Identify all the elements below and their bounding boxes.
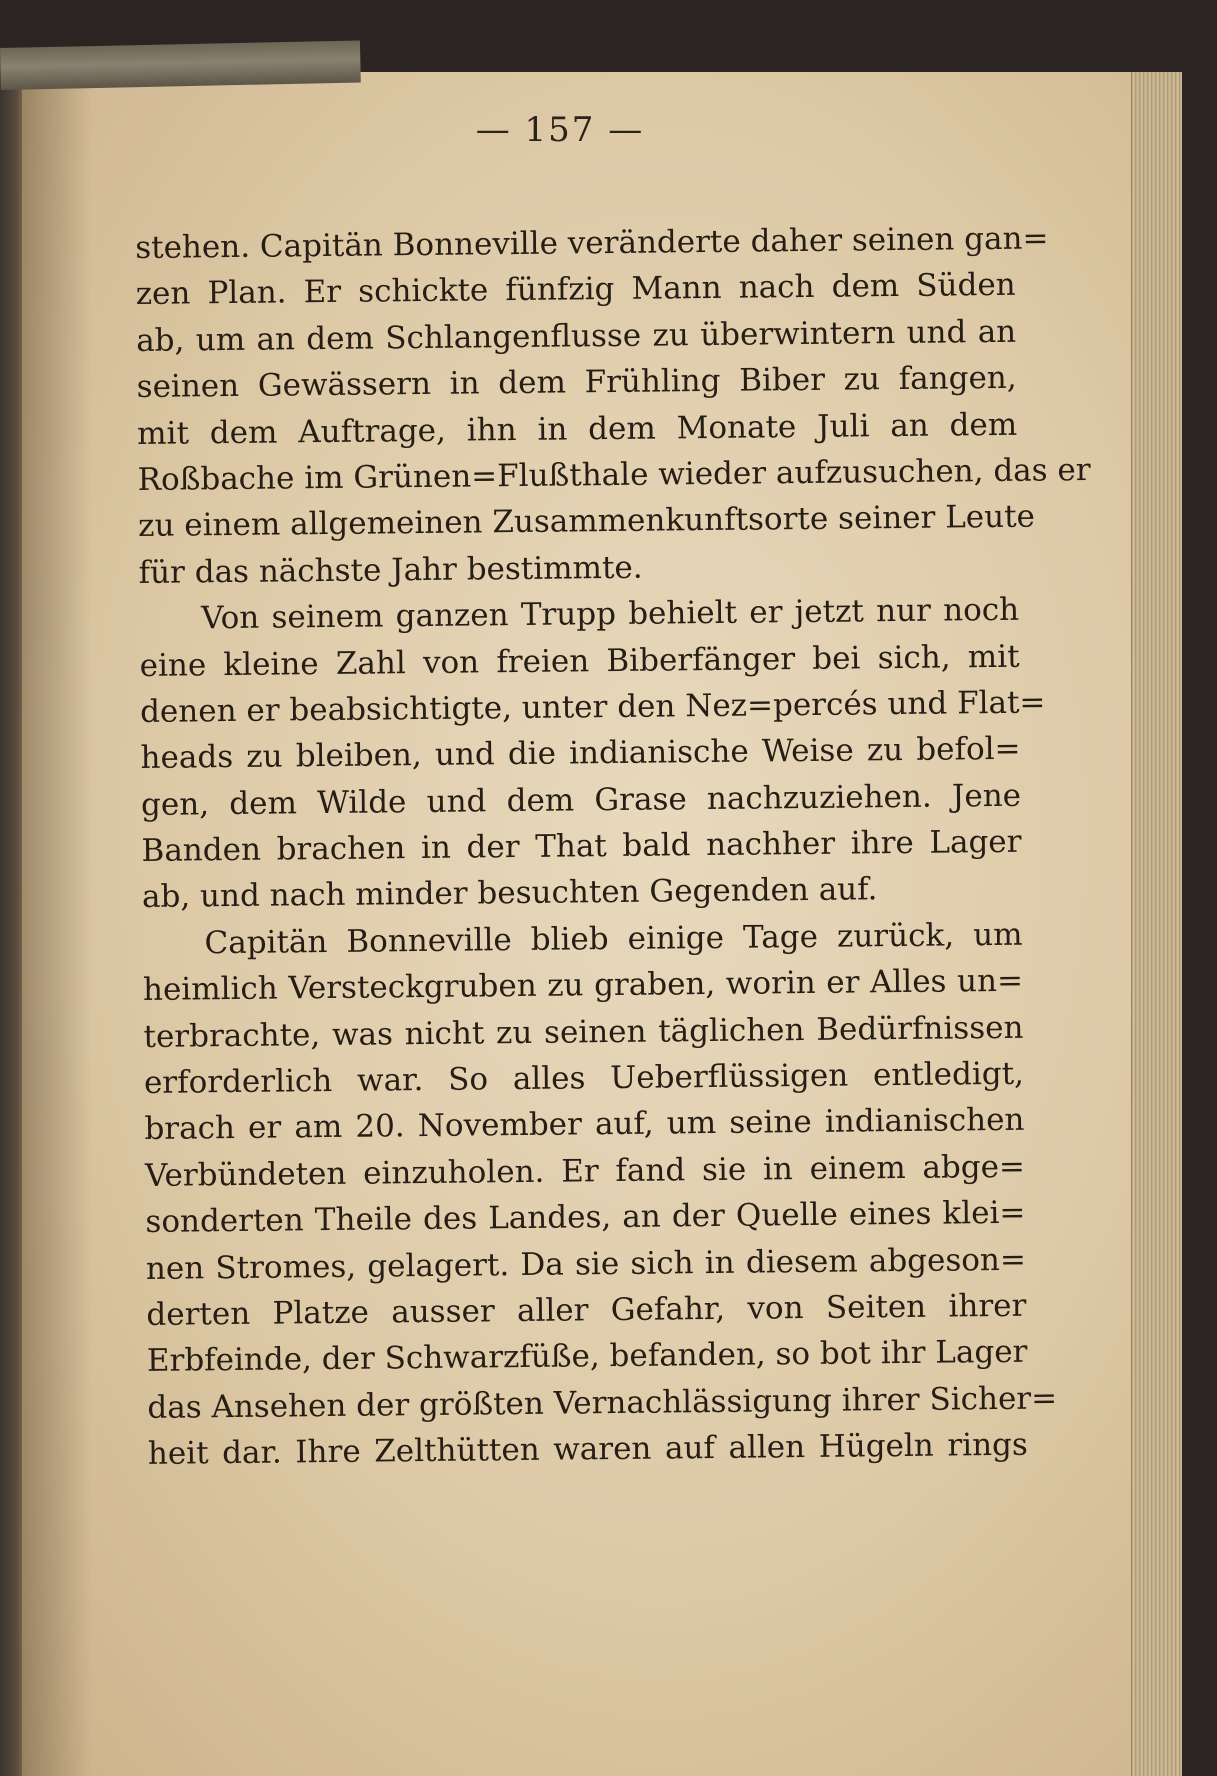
text-line: ab, und nach minder besuchten Gegenden auf.	[141, 871, 878, 916]
text-line: heads zu bleiben, und die indianische Weise zu befol=	[140, 731, 1021, 777]
text-line: Verbündeten einzuholen. Er fand sie in einem abge=	[144, 1148, 1026, 1194]
text-line: Von seinem ganzen Trupp behielt er jetzt nur noch	[200, 591, 1020, 637]
text-line: derten Platze ausser aller Gefahr, von Seiten ihrer	[146, 1287, 1027, 1333]
text-line: terbrachte, was nicht zu seinen täglichen Bedürfnissen	[143, 1009, 1024, 1055]
text-line: stehen. Capitän Bonneville veränderte daher seinen gan=	[135, 220, 1049, 266]
text-line: ab, um an dem Schlangenflusse zu überwintern und an	[136, 313, 1017, 359]
text-line: sonderten Theile des Landes, an der Quelle eines klei=	[145, 1194, 1026, 1241]
text-line: Capitän Bonneville blieb einige Tage zurück, um	[204, 916, 1023, 962]
text-line: eine kleine Zahl von freien Biberfänger bei sich, mit	[139, 638, 1020, 684]
text-line: heit dar. Ihre Zelthütten waren auf allen Hügeln rings	[147, 1426, 1029, 1473]
page-number: — 157 —	[475, 110, 645, 150]
text-line: zen Plan. Er schickte fünfzig Mann nach dem Süden	[135, 267, 1016, 313]
text-line: für das nächste Jahr bestimmte.	[138, 549, 643, 591]
page-fore-edge	[1131, 72, 1182, 1776]
text-line: brach er am 20. November auf, um seine indianischen	[144, 1102, 1025, 1148]
text-line: mit dem Auftrage, ihn in dem Monate Juli an dem	[136, 406, 1018, 452]
text-line: das Ansehen der größten Vernachlässigung ihrer Sicher=	[147, 1380, 1058, 1426]
text-line: Roßbache im Grünen=Flußthale wieder aufzusuchen, das er	[137, 451, 1091, 498]
text-line: Banden brachen in der That bald nachher ihre Lager	[141, 823, 1022, 870]
bookmark-ribbon	[0, 40, 361, 90]
text-line: erforderlich war. So alles Ueberflüssigen entledigt,	[143, 1055, 1025, 1101]
gutter-shadow	[22, 72, 92, 1776]
text-line: seinen Gewässern in dem Frühling Biber zu fangen,	[136, 359, 1017, 406]
text-line: gen, dem Wilde und dem Grase nachzuziehen. Jene	[140, 777, 1022, 823]
text-line: zu einem allgemeinen Zusammenkunftsorte seiner Leute	[137, 498, 1036, 545]
text-line: nen Stromes, gelagert. Da sie sich in diesem abgeson=	[145, 1241, 1027, 1287]
text-line: Erbfeinde, der Schwarzfüße, befanden, so bot ihr Lager	[146, 1334, 1028, 1380]
text-line: denen er beabsichtigte, unter den Nez=percés und Flat=	[139, 684, 1046, 730]
body-text	[135, 216, 1091, 1478]
text-line: heimlich Versteckgruben zu graben, worin er Alles un=	[142, 962, 1024, 1009]
